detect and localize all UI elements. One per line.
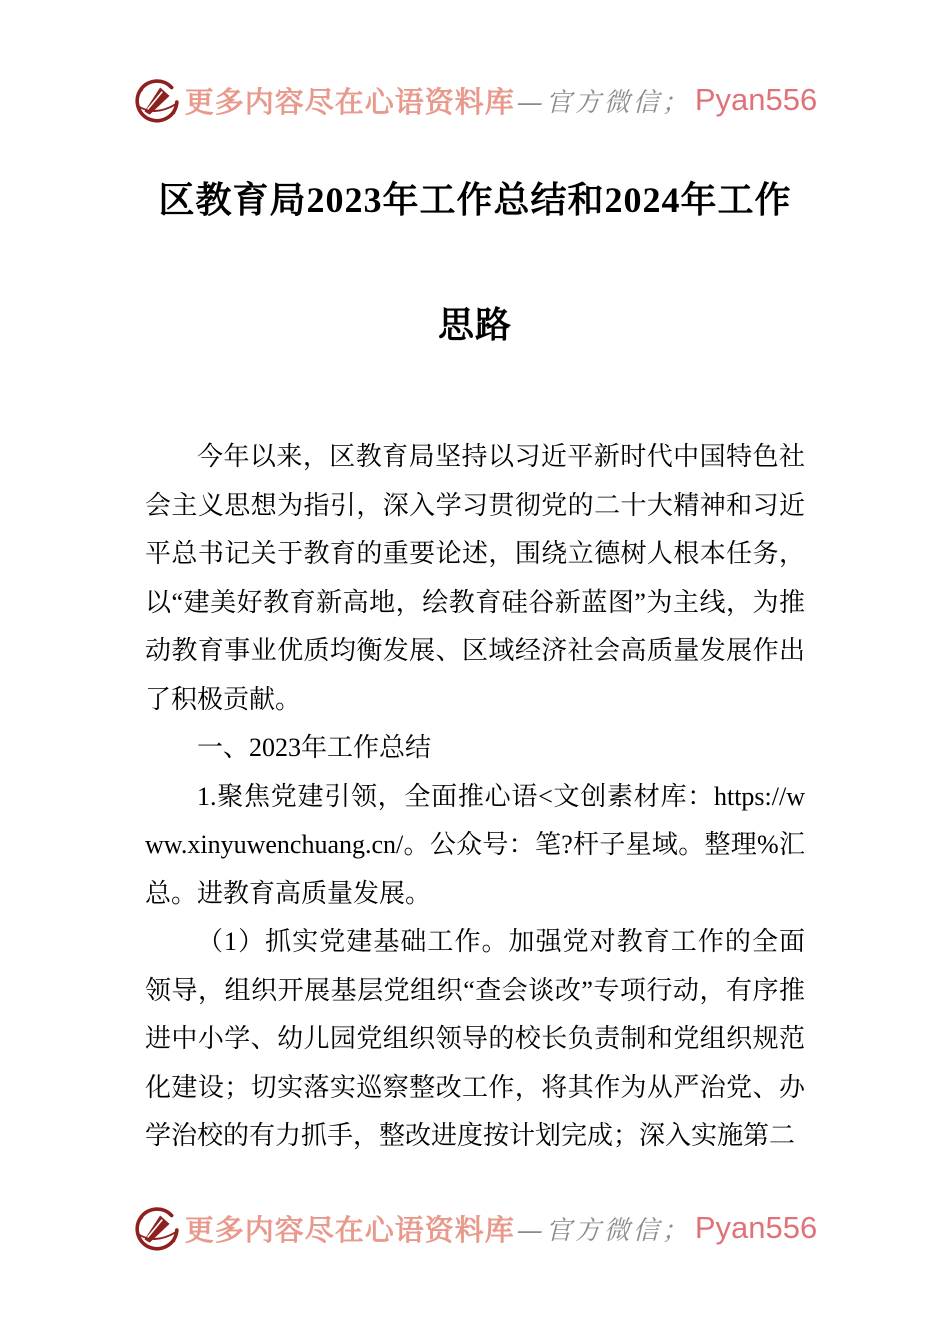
document-title: 区教育局2023年工作总结和2024年工作思路 bbox=[158, 180, 792, 345]
document-body bbox=[145, 433, 805, 1161]
watermark-wechat-id: Pyan556 bbox=[694, 1210, 818, 1245]
footer-watermark bbox=[0, 1200, 950, 1256]
paragraph-section-heading: 一、2023年工作总结 bbox=[197, 733, 432, 762]
paragraph-item-1-1: （1）抓实党建基础工作。加强党对教育工作的全面领导，组织开展基层党组织“查会谈改”专项行动，有序推进中小学、幼儿园党组织领导的校长负责制和党组织规范化建设；切实落实巡察整改工作，将其作为从严治党、办学治校的有力抓手，整改进度按计划完成；深入实施第二 bbox=[145, 927, 805, 1150]
watermark-brand-text: 更多内容尽在心语资料库 bbox=[184, 1214, 515, 1247]
watermark-channel-text: —官方微信； bbox=[516, 1215, 691, 1246]
header-watermark bbox=[0, 72, 950, 128]
watermark-channel-text: —官方微信； bbox=[516, 87, 691, 118]
paragraph-item-1: 1.聚焦党建引领，全面推心语<文创素材库：https://www.xinyuwenchuang.cn/。公众号：笔?杆子星域。整理%汇总。进教育高质量发展。 bbox=[145, 781, 805, 908]
watermark-wechat-id: Pyan556 bbox=[694, 82, 818, 117]
pen-circle-logo-icon bbox=[133, 76, 181, 124]
pen-circle-logo-icon bbox=[133, 1204, 181, 1252]
watermark-brand-text: 更多内容尽在心语资料库 bbox=[184, 86, 515, 119]
paragraph-intro: 今年以来，区教育局坚持以习近平新时代中国特色社会主义思想为指引，深入学习贯彻党的二十大精神和习近平总书记关于教育的重要论述，围绕立德树人根本任务，以“建美好教育新高地，绘教育硅谷新蓝图”为主线，为推动教育事业优质均衡发展、区域经济社会高质量发展作出了积极贡献。 bbox=[145, 442, 805, 714]
